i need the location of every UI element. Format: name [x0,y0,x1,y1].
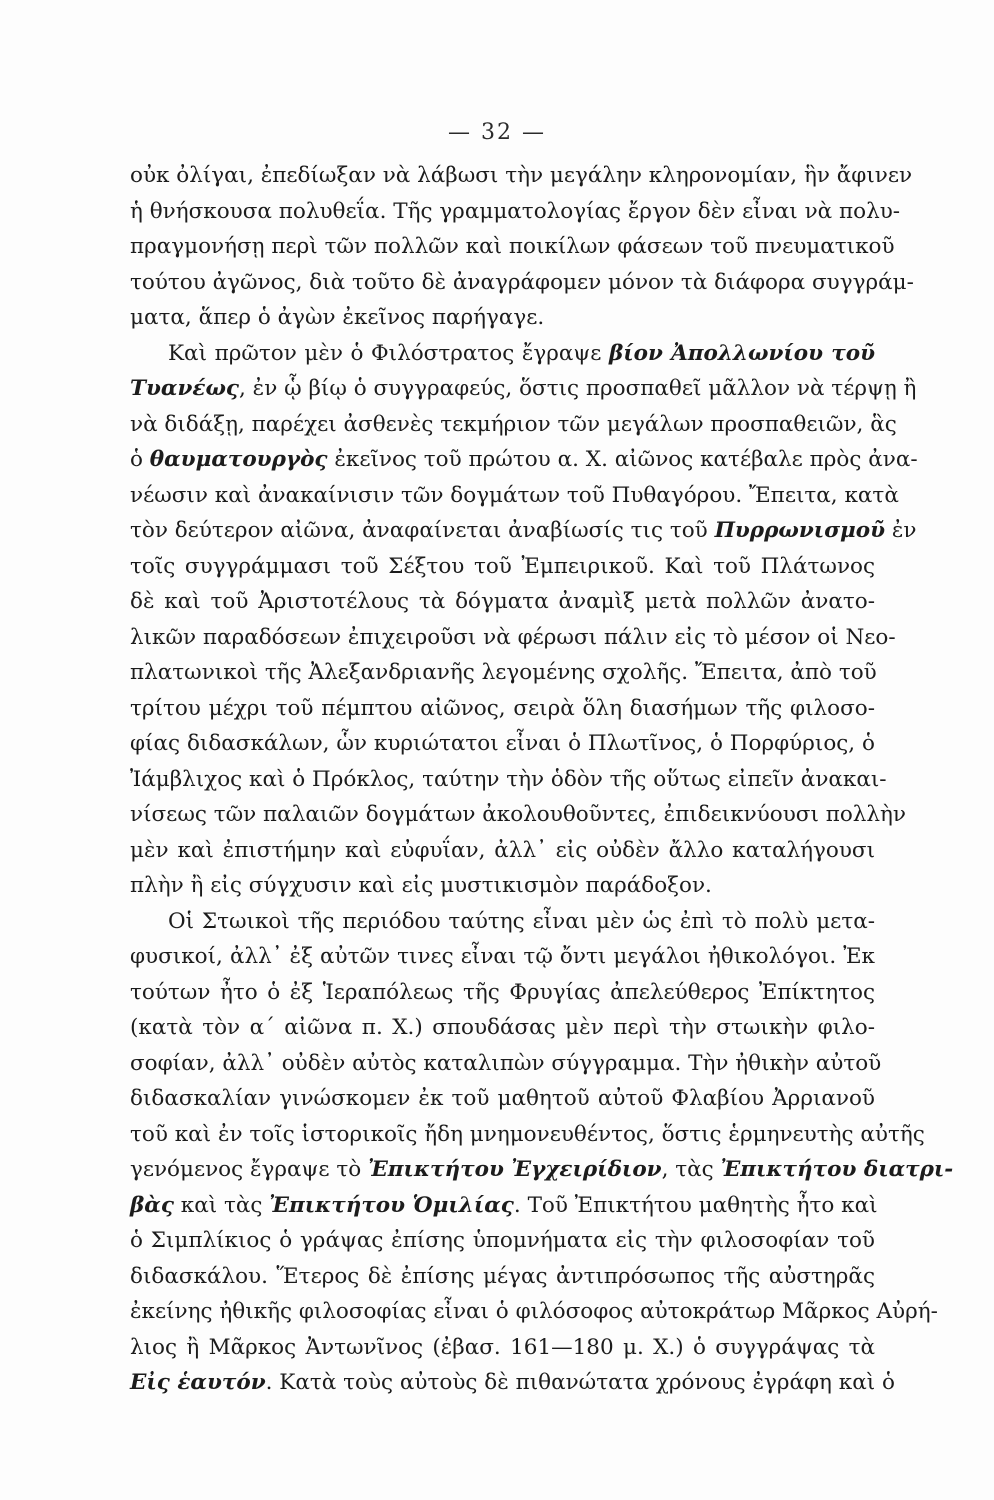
text-line: φίας διδασκάλων, ὧν κυριώτατοι εἶναι ὁ Πλωτῖνος, ὁ Πορφύριος, ὁ [130,731,875,756]
text-line: σοφίαν, ἀλλ᾽ οὐδὲν αὐτὸς καταλιπὼν σύγγραμμα. Τὴν ἠθικὴν αὐτοῦ [130,1050,882,1076]
text-line: πραγμονήσῃ περὶ τῶν πολλῶν καὶ ποικίλων φάσεων τοῦ πνευματικοῦ [130,234,895,259]
text-line: ματα, ἅπερ ὁ ἀγὼν ἐκεῖνος παρήγαγε. [130,305,545,330]
text-line: Τυανέως, ἐν ᾧ βίῳ ὁ συγγραφεύς, ὅστις προσπαθεῖ μᾶλλον νὰ τέρψῃ ἢ [130,376,917,401]
text-line: οὐκ ὀλίγαι, ἐπεδίωξαν νὰ λάβωσι τὴν μεγάλην κληρονομίαν, ἣν ἄφινεν [130,163,913,188]
text-line: ἐκείνης ἠθικῆς φιλοσοφίας εἶναι ὁ φιλόσοφος αὐτοκράτωρ Μᾶρκος Αὐρή- [130,1299,938,1324]
text-line: λιος ἢ Μᾶρκος Ἀντωνῖνος (ἐβασ. 161—180 μ. Χ.) ὁ συγγράψας τὰ [130,1334,875,1360]
text-line: νὰ διδάξῃ, παρέχει ἀσθενὲς τεκμήριον τῶν μεγάλων προσπαθειῶν, ἃς [130,411,897,437]
text-line: γενόμενος ἔγραψε τὸ Ἐπικτήτου Ἐγχειρίδιον, τὰς Ἐπικτήτου διατρι- [130,1157,954,1182]
text-line: ὁ θαυματουργὸς ἐκεῖνος τοῦ πρώτου α. Χ. αἰῶνος κατέβαλε πρὸς ἀνα- [130,447,918,472]
text-line: βὰς καὶ τὰς Ἐπικτήτου Ὁμιλίας. Τοῦ Ἐπικτήτου μαθητὴς ἦτο καὶ [130,1192,878,1218]
text-line: τρίτου μέχρι τοῦ πέμπτου αἰῶνος, σειρὰ ὅλη διασήμων τῆς φιλοσο- [130,695,875,721]
text-line: τούτου ἀγῶνος, διὰ τοῦτο δὲ ἀναγράφομεν μόνον τὰ διάφορα συγγράμ- [130,269,914,295]
text-line: τοῦ καὶ ἐν τοῖς ἱστορικοῖς ἤδη μνημονευθέντος, ὅστις ἑρμηνευτὴς αὐτῆς [130,1121,925,1147]
text-line: πλατωνικοὶ τῆς Ἀλεξανδριανῆς λεγομένης σχολῆς. Ἔπειτα, ἀπὸ τοῦ [130,660,877,685]
text-line: τὸν δεύτερον αἰῶνα, ἀναφαίνεται ἀναβίωσίς τις τοῦ Πυρρωνισμοῦ ἐν [130,518,917,543]
text-line: Ἰάμβλιχος καὶ ὁ Πρόκλος, ταύτην τὴν ὁδὸν τῆς οὕτως εἰπεῖν ἀνακαι- [130,766,887,792]
text-line: νίσεως τῶν παλαιῶν δογμάτων ἀκολουθοῦντες, ἐπιδεικνύουσι πολλὴν [130,802,907,827]
text-line: Καὶ πρῶτον μὲν ὁ Φιλόστρατος ἔγραψε βίον Ἀπολλωνίου τοῦ [168,340,875,366]
text-line: τούτων ἦτο ὁ ἐξ Ἱεραπόλεως τῆς Φρυγίας ἀπελεύθερος Ἐπίκτητος [130,979,875,1005]
body-text [130,158,954,1401]
text-line: ἡ θνήσκουσα πολυθεΐα. Τῆς γραμματολογίας ἔργον δὲν εἶναι νὰ πολυ- [130,198,901,224]
page-number: — 32 — [448,120,546,145]
text-line: ὁ Σιμπλίκιος ὁ γράψας ἐπίσης ὑπομνήματα εἰς τὴν φιλοσοφίαν τοῦ [130,1228,875,1253]
text-line: δὲ καὶ τοῦ Ἀριστοτέλους τὰ δόγματα ἀναμὶξ μετὰ πολλῶν ἀνατο- [130,589,875,614]
text-line: λικῶν παραδόσεων ἐπιχειροῦσι νὰ φέρωσι πάλιν εἰς τὸ μέσον οἱ Νεο- [130,624,896,650]
text-line: Οἱ Στωικοὶ τῆς περιόδου ταύτης εἶναι μὲν ὡς ἐπὶ τὸ πολὺ μετα- [168,908,875,934]
text-line: τοῖς συγγράμμασι τοῦ Σέξτου τοῦ Ἐμπειρικοῦ. Καὶ τοῦ Πλάτωνος [130,553,875,579]
text-line: φυσικοί, ἀλλ᾽ ἐξ αὐτῶν τινες εἶναι τῷ ὄντι μεγάλοι ἠθικολόγοι. Ἐκ [130,944,875,969]
text-line: πλὴν ἢ εἰς σύγχυσιν καὶ εἰς μυστικισμὸν παράδοξον. [130,873,712,898]
text-line: διδασκάλου. Ἕτερος δὲ ἐπίσης μέγας ἀντιπρόσωπος τῆς αὐστηρᾶς [130,1263,875,1289]
text-line: Εἰς ἑαυτόν. Κατὰ τοὺς αὐτοὺς δὲ πιθανώτατα χρόνους ἐγράφη καὶ ὁ [130,1370,895,1395]
text-line: νέωσιν καὶ ἀνακαίνισιν τῶν δογμάτων τοῦ Πυθαγόρου. Ἔπειτα, κατὰ [130,482,899,508]
text-line: μὲν καὶ ἐπιστήμην καὶ εὐφυΐαν, ἀλλ᾽ εἰς οὐδὲν ἄλλο καταλήγουσι [130,837,875,863]
text-line: (κατὰ τὸν α´ αἰῶνα π. Χ.) σπουδάσας μὲν περὶ τὴν στωικὴν φιλο- [130,1015,875,1040]
text-line: διδασκαλίαν γινώσκομεν ἐκ τοῦ μαθητοῦ αὐτοῦ Φλαβίου Ἀρριανοῦ [130,1086,875,1111]
